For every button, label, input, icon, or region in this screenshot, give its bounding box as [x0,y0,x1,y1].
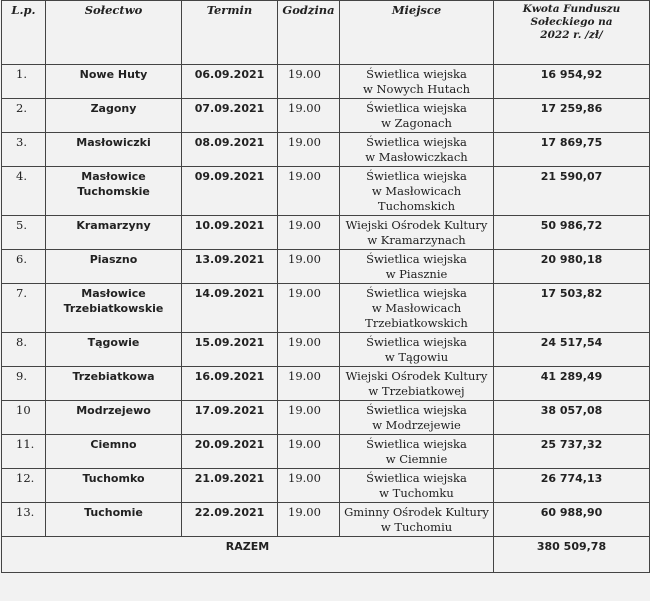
row-number: 5. [2,216,46,250]
miejsce-cell-line: w Zagonach [381,116,452,130]
header-kwota-line: Kwota Funduszu [522,3,621,15]
miejsce-cell-line: Świetlica wiejska [366,252,467,266]
miejsce-cell-line: w Modrzejewie [372,418,461,432]
solectwo-cell-line: Modrzejewo [76,404,151,417]
miejsce-cell-line: w Masłowicach [371,301,462,315]
miejsce-cell-line: Wiejski Ośrodek Kultury [345,369,488,383]
miejsce-cell-line: Gminny Ośrodek Kultury [344,505,489,519]
termin-cell: 08.09.2021 [182,133,278,167]
godzina-cell: 19.00 [278,435,340,469]
solectwo-cell-line: Trzebiatkowskie [63,302,164,315]
termin-cell: 07.09.2021 [182,99,278,133]
termin-cell: 20.09.2021 [182,435,278,469]
table-row [2,167,650,216]
miejsce-cell-line: w Nowych Hutach [362,82,471,96]
godzina-cell: 19.00 [278,284,340,333]
miejsce-cell-line: w Trzebiatkowej [368,384,465,398]
miejsce-cell [340,401,494,435]
solectwo-cell [46,99,182,133]
solectwo-cell [46,167,182,216]
termin-cell: 15.09.2021 [182,333,278,367]
solectwo-cell [46,250,182,284]
miejsce-cell [340,65,494,99]
termin-cell: 21.09.2021 [182,469,278,503]
table-row [2,99,650,133]
row-number: 1. [2,65,46,99]
header-miejsce: Miejsce [340,1,494,65]
table-row [2,469,650,503]
solectwo-cell [46,133,182,167]
header-row [2,1,650,65]
godzina-cell: 19.00 [278,250,340,284]
table-row [2,65,650,99]
kwota-cell: 24 517,54 [494,333,650,367]
solectwo-cell-line: Tuchomskie [77,185,150,198]
miejsce-cell-line: w Tuchomiu [380,520,453,534]
miejsce-cell [340,503,494,537]
solectwo-cell-line: Ciemno [90,438,137,451]
miejsce-cell-line: w Masłowicach [371,184,462,198]
miejsce-cell-line: Świetlica wiejska [366,101,467,115]
termin-cell: 10.09.2021 [182,216,278,250]
miejsce-cell [340,367,494,401]
termin-cell: 22.09.2021 [182,503,278,537]
miejsce-cell-line: Świetlica wiejska [366,437,467,451]
miejsce-cell-line: Świetlica wiejska [366,67,467,81]
solectwo-cell-line: Masłowiczki [76,136,151,149]
godzina-cell: 19.00 [278,367,340,401]
row-number: 9. [2,367,46,401]
table-row [2,333,650,367]
godzina-cell: 19.00 [278,216,340,250]
table-row [2,133,650,167]
solectwo-cell [46,284,182,333]
godzina-cell: 19.00 [278,401,340,435]
row-number: 10 [2,401,46,435]
godzina-cell: 19.00 [278,65,340,99]
solectwo-cell-line: Trzebiatkowa [72,370,155,383]
miejsce-cell-line: w Piasznie [385,267,448,281]
solectwo-cell [46,503,182,537]
solectwo-cell-line: Tągowie [87,336,140,349]
row-number: 2. [2,99,46,133]
table-row [2,250,650,284]
miejsce-cell-line: w Kramarzynach [367,233,466,247]
kwota-cell: 20 980,18 [494,250,650,284]
solectwo-cell-line: Masłowice [81,287,146,300]
godzina-cell: 19.00 [278,333,340,367]
termin-cell: 09.09.2021 [182,167,278,216]
miejsce-cell-line: Trzebiatkowskich [365,316,468,330]
row-number: 7. [2,284,46,333]
miejsce-cell-line: Tuchomskich [377,199,456,213]
miejsce-cell [340,333,494,367]
termin-cell: 13.09.2021 [182,250,278,284]
miejsce-cell-line: w Tuchomku [379,486,454,500]
termin-cell: 06.09.2021 [182,65,278,99]
table-row [2,216,650,250]
table-row [2,367,650,401]
header-termin: Termin [182,1,278,65]
miejsce-cell-line: Świetlica wiejska [366,335,467,349]
kwota-cell: 21 590,07 [494,167,650,216]
solectwo-cell [46,435,182,469]
header-kwota [494,1,650,65]
header-godzina: Godzina [278,1,340,65]
kwota-cell: 50 986,72 [494,216,650,250]
miejsce-cell [340,435,494,469]
kwota-cell: 38 057,08 [494,401,650,435]
header-lp: L.p. [2,1,46,65]
row-number: 12. [2,469,46,503]
row-number: 4. [2,167,46,216]
miejsce-cell-line: Świetlica wiejska [366,471,467,485]
miejsce-cell [340,284,494,333]
termin-cell: 17.09.2021 [182,401,278,435]
solectwo-cell [46,469,182,503]
solectwo-cell [46,367,182,401]
miejsce-cell [340,469,494,503]
total-label: RAZEM [2,537,494,573]
miejsce-cell [340,216,494,250]
header-solectwo: Sołectwo [46,1,182,65]
godzina-cell: 19.00 [278,99,340,133]
solectwo-cell-line: Kramarzyny [76,219,151,232]
kwota-cell: 17 869,75 [494,133,650,167]
row-number: 3. [2,133,46,167]
godzina-cell: 19.00 [278,167,340,216]
solectwo-cell [46,65,182,99]
miejsce-cell-line: w Masłowiczkach [365,150,468,164]
miejsce-cell-line: Świetlica wiejska [366,135,467,149]
row-number: 8. [2,333,46,367]
solectwo-cell [46,216,182,250]
solectwo-cell-line: Piaszno [89,253,138,266]
miejsce-cell-line: Świetlica wiejska [366,286,467,300]
total-row [2,537,650,573]
header-kwota-line: 2022 r. /zł/ [540,29,603,41]
miejsce-cell [340,99,494,133]
solectwo-cell-line: Masłowice [81,170,146,183]
miejsce-cell-line: Świetlica wiejska [366,403,467,417]
solectwo-cell-line: Nowe Huty [79,68,148,81]
table-row [2,284,650,333]
miejsce-cell-line: w Ciemnie [385,452,448,466]
godzina-cell: 19.00 [278,469,340,503]
miejsce-cell [340,167,494,216]
solectwo-cell [46,333,182,367]
termin-cell: 14.09.2021 [182,284,278,333]
kwota-cell: 26 774,13 [494,469,650,503]
solectwo-cell-line: Tuchomko [82,472,145,485]
table-row [2,503,650,537]
kwota-cell: 17 259,86 [494,99,650,133]
miejsce-cell-line: Wiejski Ośrodek Kultury [345,218,488,232]
header-kwota-line: Sołeckiego na [530,16,613,28]
table-row [2,401,650,435]
total-value: 380 509,78 [494,537,650,573]
solectwo-cell-line: Zagony [90,102,137,115]
miejsce-cell [340,250,494,284]
solectwo-cell [46,401,182,435]
kwota-cell: 25 737,32 [494,435,650,469]
row-number: 13. [2,503,46,537]
kwota-cell: 60 988,90 [494,503,650,537]
miejsce-cell-line: Świetlica wiejska [366,169,467,183]
termin-cell: 16.09.2021 [182,367,278,401]
godzina-cell: 19.00 [278,133,340,167]
table-row [2,435,650,469]
godzina-cell: 19.00 [278,503,340,537]
fund-schedule-table [1,0,650,573]
kwota-cell: 17 503,82 [494,284,650,333]
row-number: 11. [2,435,46,469]
miejsce-cell-line: w Tągowiu [384,350,449,364]
solectwo-cell-line: Tuchomie [84,506,143,519]
kwota-cell: 16 954,92 [494,65,650,99]
miejsce-cell [340,133,494,167]
kwota-cell: 41 289,49 [494,367,650,401]
row-number: 6. [2,250,46,284]
